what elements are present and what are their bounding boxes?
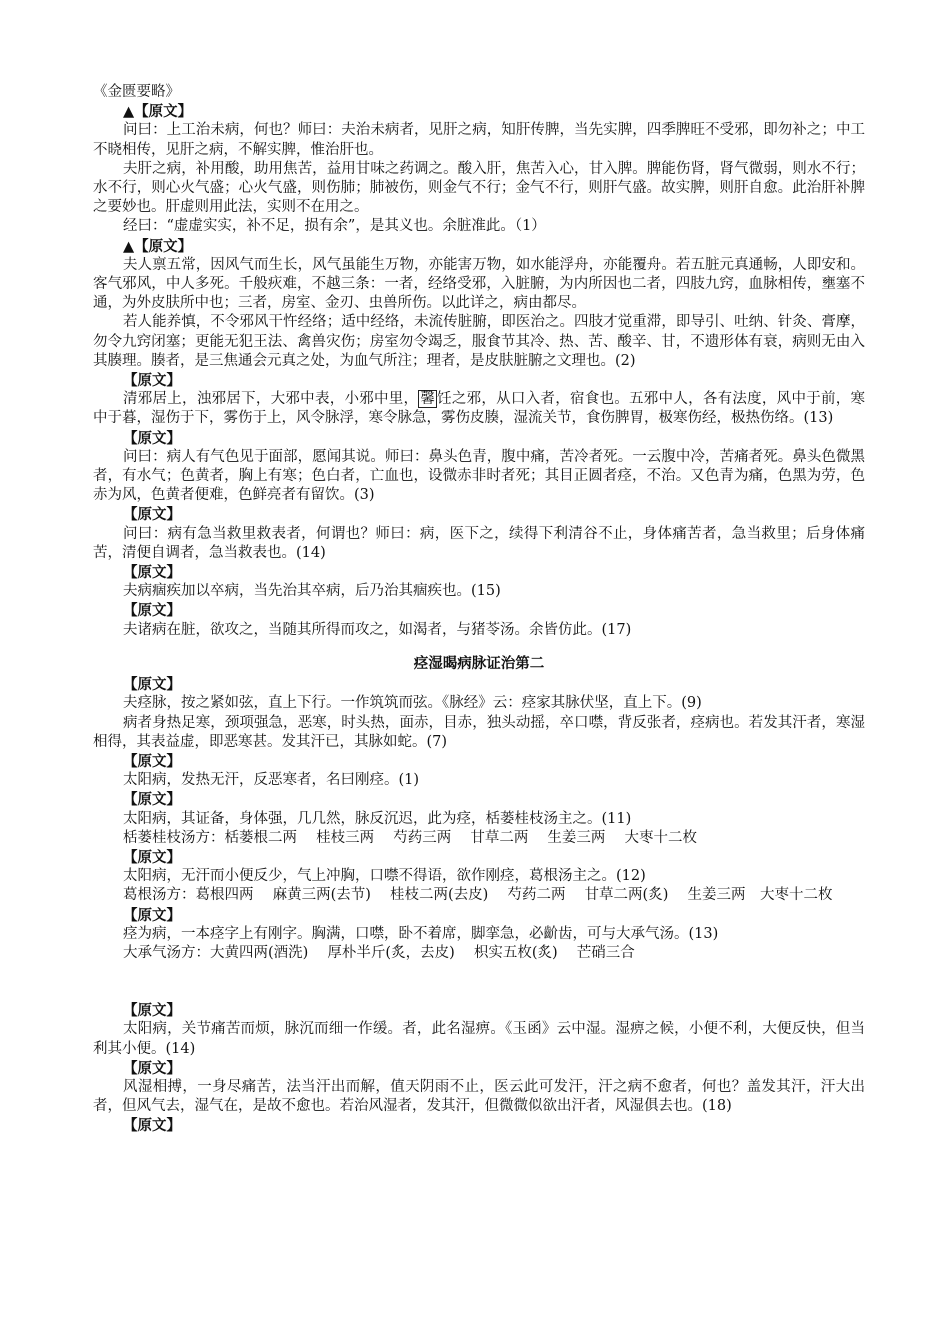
paragraph: 太阳病，无汗而小便反少，气上冲胸，口噤不得语，欲作刚痉，葛根汤主之。(12) [123, 868, 646, 885]
section-heading: 【原文】 [123, 1117, 181, 1135]
section-heading: 【原文】 [123, 676, 181, 694]
paragraph: 夫人禀五常，因风气而生长，风气虽能生万物，亦能害万物，如水能浮舟，亦能覆舟。若五脏元真通畅，人即安和。客气邪风，中人多死。千般疢难，不越三条：一者，经络受邪，入脏腑，为内所因也二者，四肢九窍，血脉相传，壅塞不通，为外皮肤所中也；三者，房室、金刃、虫兽所伤。以此详之，病由都尽。 [93, 256, 865, 312]
paragraph: 痉为病，一本痉字上有刚字。胸满，口噤，卧不着席，脚挛急，必齘齿，可与大承气汤。(13) [123, 925, 719, 942]
section-heading: 【原文】 [123, 1059, 181, 1077]
paragraph: 太阳病，其证备，身体强，几几然，脉反沉迟，此为痉，栝蒌桂枝汤主之。(11) [123, 810, 632, 827]
paragraph: 若人能养慎，不令邪风干忤经络；适中经络，未流传脏腑，即医治之。四肢才觉重滞，即导引、吐纳、针灸、膏摩，勿令九窍闭塞；更能无犯王法、禽兽灾伤；房室勿令竭乏，服食节其冷、热、苦、酸辛、甘，不遗形体有衰，病则无由入其腠理。腠者，是三焦通会元真之处，为血气所注；理者，是皮肤脏腑之文理也。(2) [93, 314, 865, 369]
formula-line: 大承气汤方：大黄四两(酒洗) 厚朴半斤(炙，去皮) 枳实五枚(炙) 芒硝三合 [123, 944, 635, 961]
paragraph: 问曰：上工治未病，何也？师曰：夫治未病者，见肝之病，知肝传脾，当先实脾，四季脾旺不受邪，即勿补之；中工不晓相传，见肝之病，不解实脾，惟治肝也。 [93, 122, 865, 158]
paragraph: 夫痉脉，按之紧如弦，直上下行。一作筑筑而弦。《脉经》云：痉家其脉伏坚，直上下。(9) [123, 695, 702, 712]
section-heading: ▲【原文】 [123, 103, 193, 121]
paragraph: 太阳病，发热无汗，反恶寒者，名曰刚痉。(1) [123, 772, 420, 789]
paragraph: 问曰：病人有气色见于面部，愿闻其说。师曰：鼻头色青，腹中痛，苦冷者死。一云腹中冷，苦痛者死。鼻头色微黑者，有水气；色黄者，胸上有寒；色白者，亡血也，设微赤非时者死；其目正圆者痉，不治。又色青为痛，色黑为劳，色赤为风，色黄者便难，色鲜亮者有留饮。(3) [93, 448, 865, 504]
paragraph-text: 饪之邪，从口入者，宿食也。五邪中人，各有法度，风中于前，寒中于暮，湿伤于下，雾伤于上，风令脉浮，寒令脉急，雾伤皮腠，湿流关节，食伤脾胃，极寒伤经，极热伤络。(13) [93, 391, 866, 427]
section-heading: 【原文】 [123, 372, 181, 390]
section-heading: 【原文】 [123, 906, 181, 924]
section-heading: 【原文】 [123, 564, 181, 582]
section-heading: 【原文】 [123, 1002, 181, 1020]
paragraph: 经曰：“虚虚实实，补不足，损有余”，是其义也。余脏准此。（1） [123, 218, 546, 235]
blank-space [93, 963, 865, 1001]
section-heading: 【原文】 [123, 602, 181, 620]
paragraph: 夫肝之病，补用酸，助用焦苦，益用甘味之药调之。酸入肝，焦苦入心，甘入脾。脾能伤肾，肾气微弱，则水不行；水不行，则心火气盛；心火气盛，则伤肺；肺被伤，则金气不行；金气不行，则肝气盛。故实脾，则肝自愈。此治肝补脾之要妙也。肝虚则用此法，实则不在用之。 [93, 160, 865, 216]
section-heading: ▲【原文】 [123, 237, 193, 255]
paragraph: 太阳病，关节痛苦而烦，脉沉而细一作缓。者，此名湿痹。《玉函》云中湿。湿痹之候，小便不利，大便反快，但当利其小便。(14) [93, 1021, 865, 1057]
section-heading: 【原文】 [123, 506, 181, 524]
book-title: 《金匮要略》 [93, 84, 180, 100]
paragraph: 病者身热足寒，颈项强急，恶寒，时头热，面赤，目赤，独头动摇，卒口噤，背反张者，痉病也。若发其汗者，寒湿相得，其表益虚，即恶寒甚。发其汗已，其脉如蛇。(7) [93, 714, 865, 750]
section-heading: 【原文】 [123, 791, 181, 809]
section-heading: 【原文】 [123, 752, 181, 770]
paragraph-text: 清邪居上，浊邪居下，大邪中表，小邪中里， [123, 391, 419, 408]
paragraph: 问曰：病有急当救里救表者，何谓也？师曰：病，医下之，续得下利清谷不止，身体痛苦者，急当救里；后身体痛苦，清便自调者，急当救表也。(14) [93, 525, 865, 561]
boxed-character: 馨 [420, 391, 436, 408]
paragraph: 夫病痼疾加以卒病，当先治其卒病，后乃治其痼疾也。(15) [123, 583, 501, 600]
paragraph: 风湿相搏，一身尽痛苦，法当汗出而解，值天阴雨不止，医云此可发汗，汗之病不愈者，何也？盖发其汗，汗大出者，但风气去，湿气在，是故不愈也。若治风湿者，发其汗，但微微似欲出汗者，风湿俱去也。(18) [93, 1078, 865, 1115]
formula-line: 葛根汤方：葛根四两 麻黄三两(去节) 桂枝二两(去皮) 芍药二两 甘草二两(炙) 生姜三两 大枣十二枚 [123, 887, 833, 904]
section-heading: 【原文】 [123, 429, 181, 447]
formula-line: 栝蒌桂枝汤方：栝蒌根二两 桂枝三两 芍药三两 甘草二两 生姜三两 大枣十二枚 [123, 829, 698, 846]
paragraph [93, 390, 865, 428]
section-heading: 【原文】 [123, 848, 181, 866]
chapter-title: 痉湿暍病脉证治第二 [413, 654, 545, 672]
paragraph: 夫诸病在脏，欲攻之，当随其所得而攻之，如渴者，与猪苓汤。余皆仿此。(17) [123, 621, 632, 638]
